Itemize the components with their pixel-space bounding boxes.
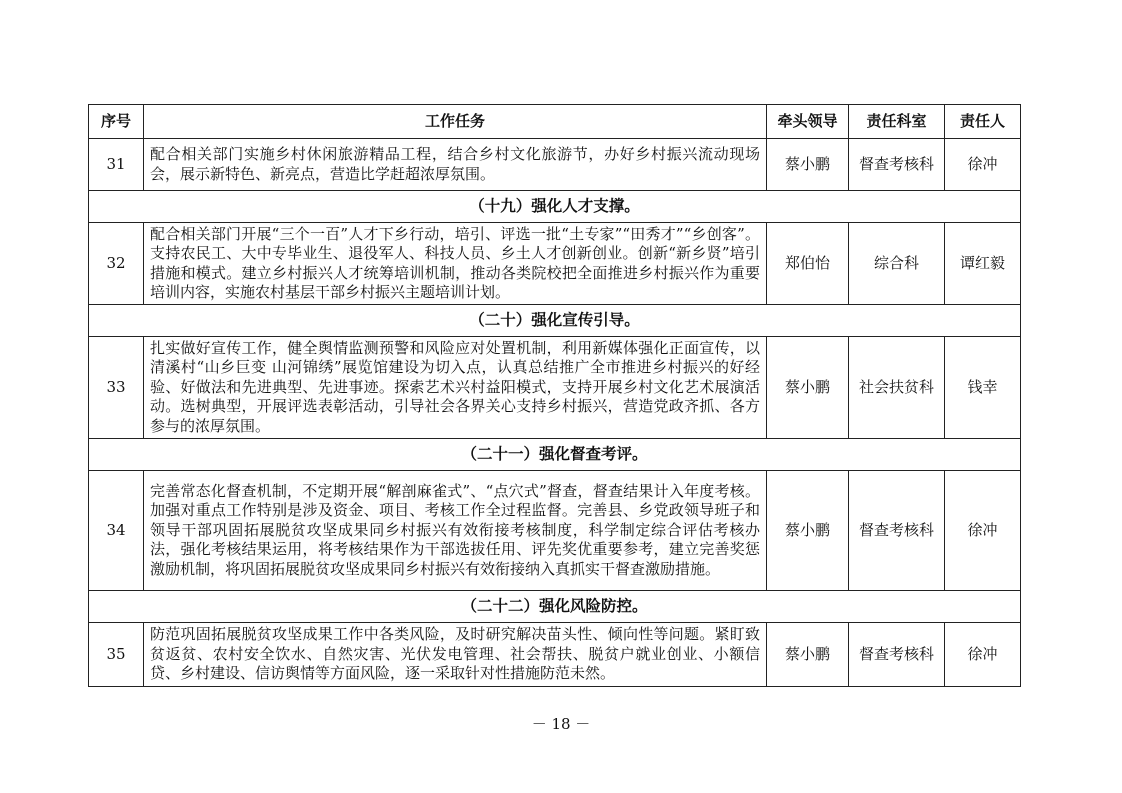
header-serial: 序号 <box>89 105 144 139</box>
row-department: 督查考核科 <box>849 471 945 591</box>
row-serial: 33 <box>89 337 144 439</box>
table-header-row <box>89 105 1021 139</box>
header-person: 责任人 <box>945 105 1021 139</box>
row-task: 扎实做好宣传工作，健全舆情监测预警和风险应对处置机制，利用新媒体强化正面宣传，以清溪村“山乡巨变 山河锦绣”展览馆建设为切入点，认真总结推广全市推进乡村振兴的好经验、好做法和先进典型、先进事迹。探索艺术兴村益阳模式，支持开展乡村文化艺术展演活动。选树典型，开展评选表彰活动，引导社会各界关心支持乡村振兴，营造党政齐抓、各方参与的浓厚氛围。 <box>144 337 767 439</box>
row-serial: 34 <box>89 471 144 591</box>
table-row <box>89 337 1021 439</box>
row-person: 钱幸 <box>945 337 1021 439</box>
header-department: 责任科室 <box>849 105 945 139</box>
row-task: 防范巩固拓展脱贫攻坚成果工作中各类风险，及时研究解决苗头性、倾向性等问题。紧盯致贫返贫、农村安全饮水、自然灾害、光伏发电管理、社会帮扶、脱贫户就业创业、小额信贷、乡村建设、信访舆情等方面风险，逐一采取针对性措施防范未然。 <box>144 623 767 687</box>
row-department: 督查考核科 <box>849 623 945 687</box>
task-table <box>88 104 1021 687</box>
row-leader: 蔡小鹏 <box>767 139 849 191</box>
row-serial: 35 <box>89 623 144 687</box>
header-leader: 牵头领导 <box>767 105 849 139</box>
row-serial: 31 <box>89 139 144 191</box>
table-row <box>89 471 1021 591</box>
row-person: 谭红毅 <box>945 223 1021 305</box>
section-row <box>89 439 1021 471</box>
section-row <box>89 191 1021 223</box>
section-title: （二十一）强化督查考评。 <box>89 439 1021 471</box>
table-row <box>89 223 1021 305</box>
row-leader: 蔡小鹏 <box>767 623 849 687</box>
row-person: 徐冲 <box>945 139 1021 191</box>
table-row <box>89 623 1021 687</box>
section-title: （二十二）强化风险防控。 <box>89 591 1021 623</box>
row-department: 综合科 <box>849 223 945 305</box>
row-leader: 蔡小鹏 <box>767 337 849 439</box>
row-task: 完善常态化督查机制，不定期开展“解剖麻雀式”、“点穴式”督查，督查结果计入年度考核。加强对重点工作特别是涉及资金、项目、考核工作全过程监督。完善县、乡党政领导班子和领导干部巩固拓展脱贫攻坚成果同乡村振兴有效衔接考核制度，科学制定综合评估考核办法，强化考核结果运用，将考核结果作为干部选拔任用、评先奖优重要参考，建立完善奖惩激励机制，将巩固拓展脱贫攻坚成果同乡村振兴有效衔接纳入真抓实干督查激励措施。 <box>144 471 767 591</box>
section-row <box>89 305 1021 337</box>
section-title: （二十）强化宣传引导。 <box>89 305 1021 337</box>
page-number: － 18 － <box>531 715 591 733</box>
header-task: 工作任务 <box>144 105 767 139</box>
row-task: 配合相关部门开展“三个一百”人才下乡行动，培引、评选一批“土专家”“田秀才”“乡创客”。支持农民工、大中专毕业生、退役军人、科技人员、乡土人才创新创业。创新“新乡贤”培引措施和模式。建立乡村振兴人才统筹培训机制，推动各类院校把全面推进乡村振兴作为重要培训内容，实施农村基层干部乡村振兴主题培训计划。 <box>144 223 767 305</box>
section-title: （十九）强化人才支撑。 <box>89 191 1021 223</box>
row-department: 社会扶贫科 <box>849 337 945 439</box>
table-row <box>89 139 1021 191</box>
row-person: 徐冲 <box>945 471 1021 591</box>
row-leader: 蔡小鹏 <box>767 471 849 591</box>
row-department: 督查考核科 <box>849 139 945 191</box>
section-row <box>89 591 1021 623</box>
row-serial: 32 <box>89 223 144 305</box>
row-leader: 郑伯怡 <box>767 223 849 305</box>
row-person: 徐冲 <box>945 623 1021 687</box>
row-task: 配合相关部门实施乡村休闲旅游精品工程，结合乡村文化旅游节，办好乡村振兴流动现场会，展示新特色、新亮点，营造比学赶超浓厚氛围。 <box>144 139 767 191</box>
